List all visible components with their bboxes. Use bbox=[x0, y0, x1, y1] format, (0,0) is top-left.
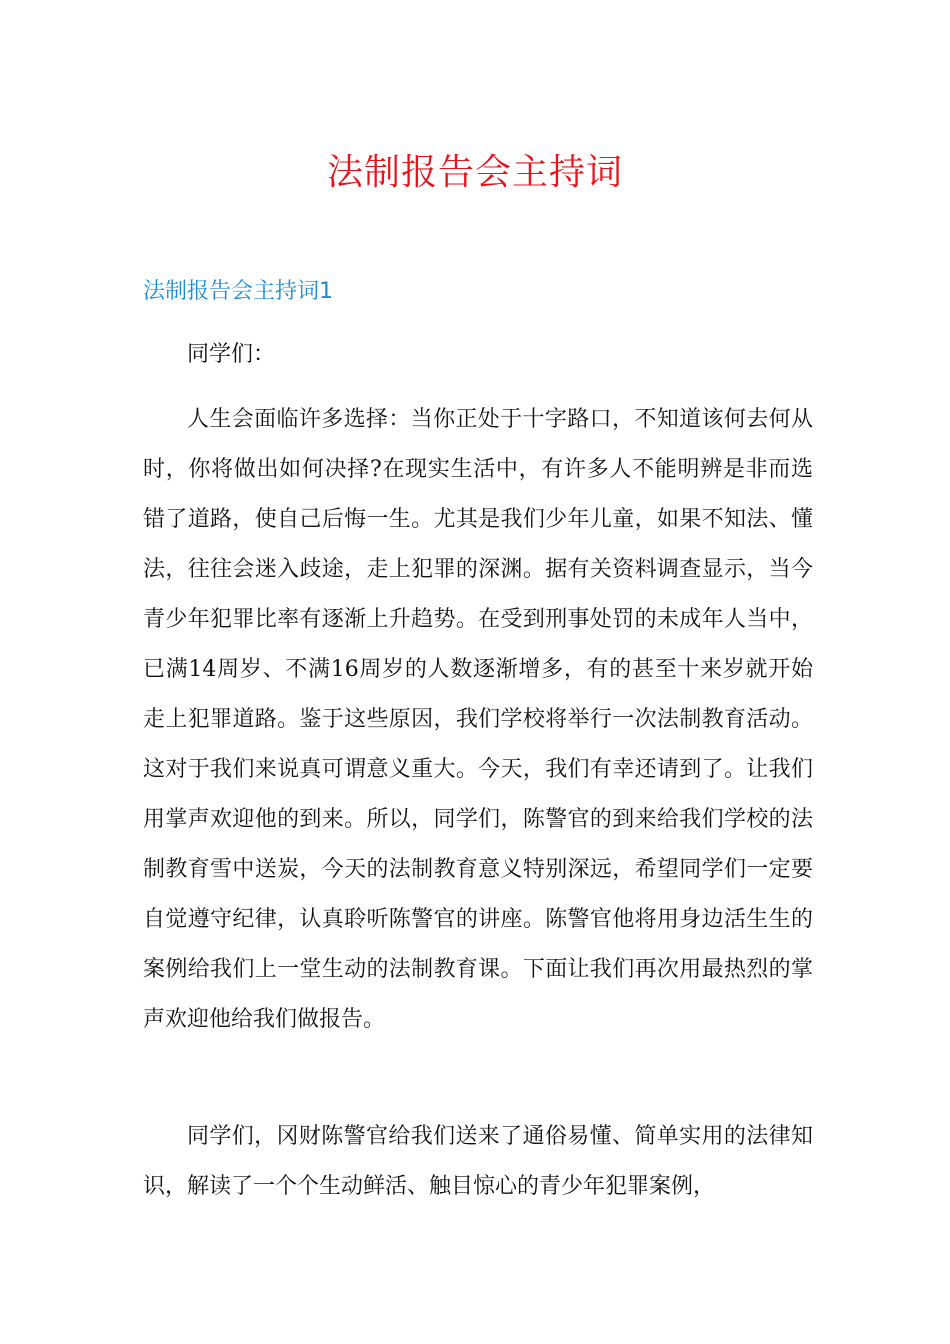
document-title: 法制报告会主持词 bbox=[326, 152, 623, 193]
paragraph-continuation: 同学们，冈财陈警官给我们送来了通俗易懂、简单实用的法律知识，解读了一个个生动鲜活、触目惊心的青少年犯罪案例， bbox=[143, 1124, 813, 1199]
paragraph-greeting: 同学们： bbox=[187, 342, 276, 367]
section-heading: 法制报告会主持词1 bbox=[143, 279, 333, 304]
paragraph-main: 人生会面临许多选择：当你正处于十字路口，不知道该何去何从时，你将做出如何决择?在现实生活中，有许多人不能明辨是非而选错了道路，使自己后悔一生。尤其是我们少年儿童，如果不知法、懂法，往往会迷入歧途，走上犯罪的深渊。据有关资料调查显示，当今青少年犯罪比率有逐渐上升趋势。在受到刑事处罚的未成年人当中，已满14周岁、不满16周岁的人数逐渐增多，有的甚至十来岁就开始走上犯罪道路。鉴于这些原因，我们学校将举行一次法制教育活动。这对于我们来说真可谓意义重大。今天，我们有幸还请到了。让我们用掌声欢迎他的到来。所以，同学们，陈警官的到来给我们学校的法制教育雪中送炭，今天的法制教育意义特别深远，希望同学们一定要自觉遵守纪律，认真聆听陈警官的讲座。陈警官他将用身边活生生的案例给我们上一堂生动的法制教育课。下面让我们再次用最热烈的掌声欢迎他给我们做报告。 bbox=[143, 407, 813, 1032]
